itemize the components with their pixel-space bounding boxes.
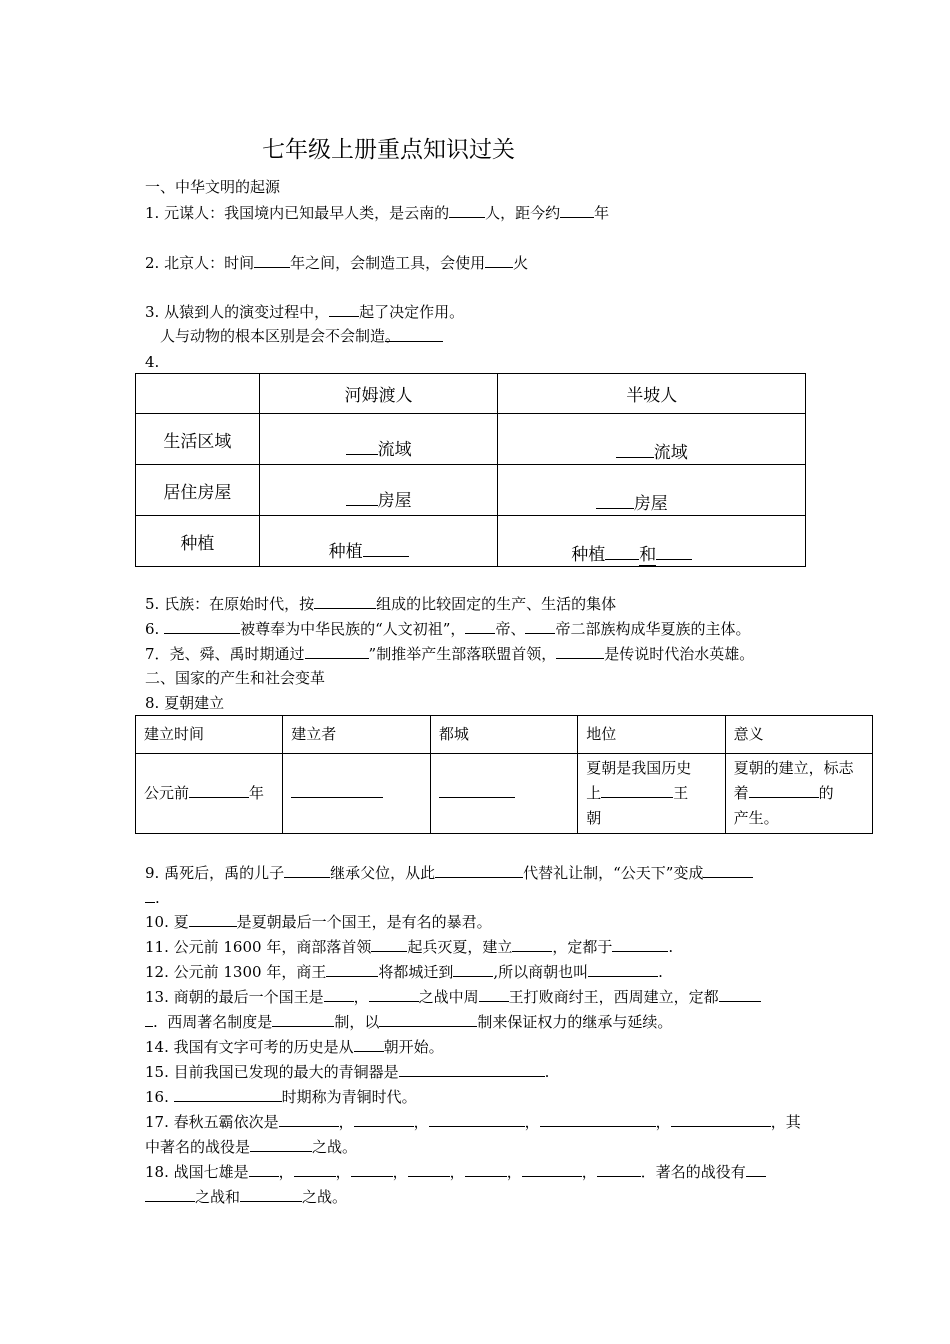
blank[interactable] xyxy=(284,862,330,878)
header-capital: 都城 xyxy=(430,716,577,754)
question-5: 5. 氏族：在原始时代，按 组成的比较固定的生产、生活的集体 xyxy=(145,595,617,613)
cell-status: 夏朝是我国历史 上 王 朝 xyxy=(578,754,725,834)
blank[interactable] xyxy=(429,1111,525,1127)
blank[interactable] xyxy=(671,1111,771,1127)
blank[interactable] xyxy=(249,1161,279,1177)
question-8: 8. 夏朝建立 xyxy=(145,694,225,712)
header-significance: 意义 xyxy=(725,716,872,754)
question-9-line-2: . xyxy=(145,887,160,908)
blank[interactable] xyxy=(324,986,354,1002)
blank[interactable] xyxy=(596,493,634,509)
blank[interactable] xyxy=(254,252,290,268)
page-title: 七年级上册重点知识过关 xyxy=(262,137,515,163)
blank[interactable] xyxy=(294,1161,336,1177)
blank[interactable] xyxy=(351,1161,393,1177)
blank[interactable] xyxy=(453,961,493,977)
blank[interactable] xyxy=(588,961,658,977)
question-18: 18. 战国七雄是 ， ， ， ， ， ， ．著名的战役有 xyxy=(145,1161,766,1182)
cell-banpo-region: 流域 xyxy=(498,414,806,465)
question-13: 13. 商朝的最后一个国王是 ， 之战中周 王打败商纣王，西周建立，定都 xyxy=(145,986,761,1007)
blank[interactable] xyxy=(408,1161,450,1177)
blank[interactable] xyxy=(485,252,513,268)
cell-founding-time: 公元前 年 xyxy=(136,754,283,834)
row-label-region: 生活区域 xyxy=(136,414,260,465)
blank[interactable] xyxy=(145,887,155,903)
question-7: 7．尧、舜、禹时期通过 ”制推举产生部落联盟首领， 是传说时代治水英雄。 xyxy=(145,645,755,663)
blank[interactable] xyxy=(250,1136,312,1152)
blank[interactable] xyxy=(329,301,359,317)
table-header-banpo: 半坡人 xyxy=(498,374,806,414)
question-16: 16. 时期称为青铜时代。 xyxy=(145,1088,417,1106)
question-15: 15. 目前我国已发现的最大的青铜器是 . xyxy=(145,1063,550,1081)
table-header-hemudu: 河姆渡人 xyxy=(259,374,498,414)
blank[interactable] xyxy=(749,782,819,798)
blank[interactable] xyxy=(379,1011,477,1027)
blank[interactable] xyxy=(465,618,495,634)
blank[interactable] xyxy=(371,936,407,952)
blank[interactable] xyxy=(605,544,639,560)
question-6: 6. 被尊奉为中华民族的“人文初祖”， 帝、 帝二部族构成华夏族的主体。 xyxy=(145,620,751,638)
row-label-planting: 种植 xyxy=(136,516,260,567)
blank[interactable] xyxy=(240,1186,302,1202)
blank[interactable] xyxy=(354,1111,414,1127)
blank[interactable] xyxy=(746,1161,766,1177)
blank[interactable] xyxy=(354,1036,384,1052)
blank[interactable] xyxy=(291,782,383,798)
header-founder: 建立者 xyxy=(283,716,431,754)
question-9: 9. 禹死后，禹的儿子 继承父位，从此 代替礼让制，“公天下”变成 xyxy=(145,862,753,883)
cell-founder xyxy=(283,754,431,834)
header-founding-time: 建立时间 xyxy=(136,716,283,754)
table-corner-cell xyxy=(136,374,260,414)
question-14: 14. 我国有文字可考的历史是从 朝开始。 xyxy=(145,1038,444,1056)
blank[interactable] xyxy=(272,1011,334,1027)
blank[interactable] xyxy=(719,986,761,1002)
cell-capital xyxy=(430,754,577,834)
question-12: 12. 公元前 1300 年，商王 将都城迁到 ,所以商朝也叫 . xyxy=(145,963,663,981)
question-10: 10. 夏 是夏朝最后一个国王，是有名的暴君。 xyxy=(145,913,492,931)
blank[interactable] xyxy=(145,1186,195,1202)
question-2: 2. 北京人：时间 年之间，会制造工具，会使用 火 xyxy=(145,254,529,272)
blank[interactable] xyxy=(305,643,369,659)
blank[interactable] xyxy=(346,439,378,455)
cell-hemudu-planting: 种植 xyxy=(259,516,498,567)
blank[interactable] xyxy=(369,986,419,1002)
blank[interactable] xyxy=(656,544,692,560)
row-label-housing: 居住房屋 xyxy=(136,465,260,516)
question-1: 1. 元谋人：我国境内已知最早人类，是云南的 人，距今约 年 xyxy=(145,204,610,222)
question-13-line-2: . 西周著名制度是 制，以 制来保证权力的继承与延续。 xyxy=(145,1011,672,1032)
blank[interactable] xyxy=(525,618,555,634)
blank[interactable] xyxy=(556,643,604,659)
question-4: 4. xyxy=(145,353,160,371)
section-heading-1: 一、中华文明的起源 xyxy=(145,178,281,196)
cell-banpo-housing: 房屋 xyxy=(498,465,806,516)
blank[interactable] xyxy=(465,1161,507,1177)
cell-hemudu-housing: 房屋 xyxy=(259,465,498,516)
blank[interactable] xyxy=(512,936,552,952)
blank[interactable] xyxy=(189,782,249,798)
blank[interactable] xyxy=(189,911,237,927)
section-heading-2: 二、国家的产生和社会变革 xyxy=(145,669,326,687)
blank[interactable] xyxy=(399,1061,545,1077)
blank[interactable] xyxy=(279,1111,339,1127)
blank[interactable] xyxy=(597,1161,641,1177)
blank[interactable] xyxy=(164,618,240,634)
cell-hemudu-region: 流域 xyxy=(259,414,498,465)
blank[interactable] xyxy=(439,782,515,798)
blank[interactable] xyxy=(363,541,409,557)
blank[interactable] xyxy=(479,986,509,1002)
blank[interactable] xyxy=(435,862,523,878)
blank[interactable] xyxy=(601,782,673,798)
blank[interactable] xyxy=(449,202,485,218)
blank[interactable] xyxy=(174,1086,282,1102)
question-18-line-2: 之战和 之战。 xyxy=(145,1186,347,1207)
blank[interactable] xyxy=(703,862,753,878)
blank[interactable]: 。 xyxy=(385,326,443,342)
blank[interactable] xyxy=(540,1111,656,1127)
question-17: 17. 春秋五霸依次是 ， ， ， ， ，其 xyxy=(145,1113,801,1131)
question-11: 11. 公元前 1600 年，商部落首领 起兵灭夏，建立 ，定都于 . xyxy=(145,938,674,956)
blank[interactable] xyxy=(616,442,654,458)
blank[interactable] xyxy=(326,961,378,977)
blank[interactable] xyxy=(522,1161,582,1177)
cell-significance: 夏朝的建立，标志 着 的 产生。 xyxy=(725,754,872,834)
blank[interactable] xyxy=(612,936,668,952)
question-17-line-2: 中著名的战役是 之战。 xyxy=(145,1138,358,1156)
blank[interactable] xyxy=(145,1011,153,1027)
cell-banpo-planting: 种植 和 xyxy=(498,516,806,567)
table-hemudu-banpo xyxy=(135,373,806,567)
question-3: 3. 从猿到人的演变过程中， 起了决定作用。 xyxy=(145,303,465,321)
table-xia-dynasty xyxy=(135,715,873,834)
blank[interactable] xyxy=(314,593,376,609)
question-3-line-2: 人与动物的根本区别是会不会制造。 xyxy=(160,326,443,346)
blank[interactable] xyxy=(560,202,594,218)
blank[interactable] xyxy=(346,490,378,506)
header-status: 地位 xyxy=(578,716,725,754)
